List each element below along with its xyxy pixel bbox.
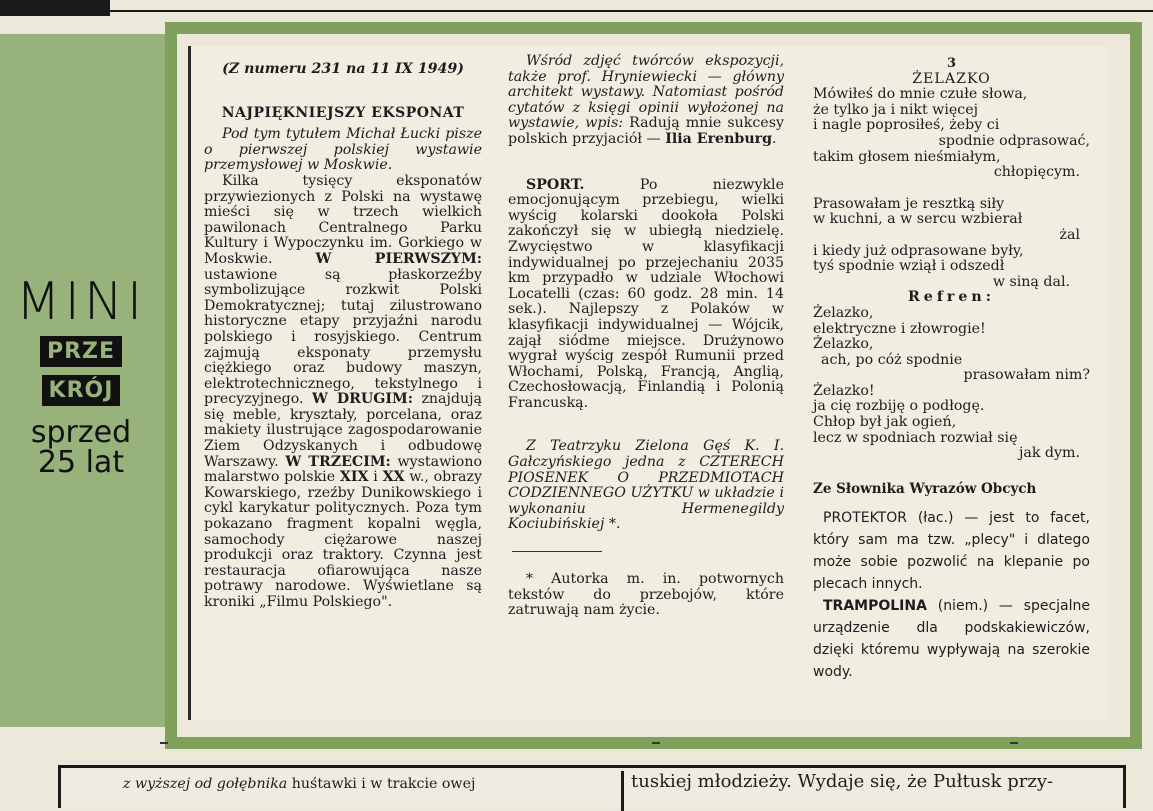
top-rule xyxy=(0,0,1153,16)
protector-entry xyxy=(813,507,1090,595)
century-19: XIX xyxy=(339,469,369,486)
sport-paragraph xyxy=(508,178,784,412)
verse-line: żal xyxy=(1059,226,1080,243)
exhibition-quote xyxy=(508,54,784,148)
footnote: * Autorka m. in. potwornych tekstów do przebojów, które zatruwają nam życie. xyxy=(508,571,784,619)
trim-mark xyxy=(1010,742,1018,744)
trim-mark xyxy=(160,742,168,744)
verse-line: tyś spodnie wziął i odszedł xyxy=(813,258,1005,275)
quote-end: . xyxy=(772,130,777,147)
verse-line: spodnie odprasować, xyxy=(938,132,1090,149)
trampoline-definition: (niem.) — specjalne urządzenie dla podskakiewiczów, dzięki któremu wypływają na szerokie wody. xyxy=(813,598,1090,681)
column-logo xyxy=(0,272,162,478)
verse-line: i kiedy już odprasowane były, xyxy=(813,242,1024,259)
trampoline-word: TRAMPOLINA xyxy=(823,598,927,615)
verse-line: Prasowałam je resztką siły xyxy=(813,195,1005,212)
song-title: ŻELAZKO xyxy=(912,70,991,87)
dictionary-heading: Ze Słownika Wyrazów Obcych xyxy=(813,480,1037,497)
refrain-line: ach, po cóż spodnie xyxy=(821,351,963,368)
refrain-line: lecz w spodniach rozwiał się xyxy=(813,429,1018,446)
column-2 xyxy=(508,54,784,619)
pavilion-1-label: W PIERWSZYM: xyxy=(315,250,483,267)
mini-title: MINI xyxy=(15,272,147,332)
protector-word: PROTEKTOR xyxy=(823,510,907,527)
verse-line: że tylko ja i nikt więcej xyxy=(813,101,978,118)
song-number: 3 xyxy=(946,56,957,71)
body-text-3: znajdują się meble, kryształy, porcelana, oraz makiety ilustrujące zagospodarowanie Ziem Odzyskanych i odbudowę Warszawy. xyxy=(204,391,482,470)
next-article-right: tuskiej młodzieży. Wydaje się, że Pułtusk przy- xyxy=(631,771,1054,792)
century-20: XX xyxy=(382,469,405,486)
body-paragraph xyxy=(204,174,482,611)
verse-line: w siną dal. xyxy=(992,273,1070,290)
trim-mark xyxy=(652,742,660,744)
quote-plain: Radują mnie sukcesy polskich przyjaciół — xyxy=(508,115,784,147)
verse-line: takim głosem nieśmiałym, xyxy=(813,148,1001,165)
and-text: i xyxy=(368,469,383,486)
verse-line: w kuchni, a w sercu wzbierał xyxy=(813,211,1023,228)
top-black-block xyxy=(0,0,110,16)
refrain-line: ja cię rozbiję o podłogę. xyxy=(813,398,985,415)
footnote-rule xyxy=(512,551,602,552)
next-article-left xyxy=(123,776,663,792)
verse-line: i nagle poprosiłeś, żeby ci xyxy=(813,117,1000,134)
verse-line: chłopięcym. xyxy=(993,164,1080,181)
next-left-plain: huśtawki i w trakcie owej xyxy=(287,776,476,792)
dateline: (Z numeru 231 na 11 IX 1949) xyxy=(222,61,464,77)
lead-paragraph: Pod tym tytułem Michał Łucki pisze o pierwszej polskiej wystawie przemysłowej w Moskwie. xyxy=(204,126,482,174)
quote-italic: Wśród zdjęć twórców ekspozycji, także prof. Hryniewiecki — główny architekt wystawy. Natomiast pośród cytatów z księgi opinii wyłożonej na wystawie, wpis: xyxy=(508,53,784,132)
przekroj-logo-line1: PRZE xyxy=(40,336,122,367)
refrain-line: jak dym. xyxy=(1018,445,1080,462)
sport-body: Po niezwykle emocjonującym przebiegu, wielki wyścig kolarski dookoła Polski zakończył się w ubiegłą niedzielę. Zwycięstwo w klasyfikacji indywidualnej po przejechaniu 2035 km przypadło w udziale Włochowi Locatelli (czas: 60 godz. 28 min. 14 sek.). Najlepszy z Polaków w klasyfikacji indywidualnej — Wójcik, zajął siódme miejsce. Drużynowo wygrał wyścig zespół Rumunii przed Włochami, Polską, Francją, Anglią, Czechosłowacją, Finlandią i Polonią Francuską. xyxy=(508,176,784,411)
years-label: 25 lat xyxy=(37,445,125,480)
body-text-1: Kilka tysięcy eksponatów przywiezionych z Polski na wystawę mieści się w trzech wielkich pawilonach Centralnego Parku Kultury i Wypoczynku im. Gorkiego w Moskwie. xyxy=(204,172,482,267)
column-divider xyxy=(621,771,624,811)
next-left-italic: z wyższej od gołębnika xyxy=(123,776,288,792)
refrain-line: prasowałam nim? xyxy=(963,367,1090,384)
body-text-4: wystawiono malarstwo polskie xyxy=(204,453,482,486)
refrain-line: Żelazko! xyxy=(813,382,875,399)
refrain-line: elektryczne i złowrogie! xyxy=(813,320,986,337)
pavilion-2-label: W DRUGIM: xyxy=(312,391,413,408)
refrain-line: Żelazko, xyxy=(813,304,874,321)
theatre-note: Z Teatrzyku Zielona Gęś K. I. Gałczyńskiego jedna z CZTERECH PIOSENEK O PRZEDMIOTACH CODZIENNEGO UŻYTKU w układzie i wykonaniu Hermenegildy Kociubińskiej *. xyxy=(508,438,784,533)
top-line xyxy=(110,0,1153,12)
body-text-5: w., obrazy Kowarskiego, rzeźby Dunikowskiego i cykl karykatur politycznych. Poza tym pokazano fragment kopalni węgla, samochody ciężarowe naszej produkcji oraz traktory. Czynna jest restauracja ofiarowująca nasze potrawy narodowe. Wyświetlane są kroniki „Filmu Polskiego". xyxy=(204,469,482,610)
heading-exhibit: NAJPIĘKNIEJSZY EKSPONAT xyxy=(221,104,465,121)
refrain-line: Chłop był jak ogień, xyxy=(813,414,957,431)
refrain-label: Refren: xyxy=(908,289,995,306)
trampoline-entry xyxy=(813,595,1090,683)
refrain-line: Żelazko, xyxy=(813,336,874,353)
sport-label: SPORT. xyxy=(526,176,585,193)
sprzed-label: sprzed xyxy=(30,415,132,450)
przekroj-logo-line2: KRÓJ xyxy=(42,375,121,406)
next-article-strip xyxy=(58,765,1126,808)
protector-definition: (łac.) — jest to facet, który sam ma tzw. „plecy" i dlatego może sobie pozwolić na klepanie po plecach innych. xyxy=(813,510,1090,593)
body-text-2: ustawione są płaskorzeźby symbolizujące rozkwit Polski Demokratycznej; tutaj zilustrowano historyczne etapy przyjaźni narodu polskiego i rosyjskiego. Centrum zajmują eksponaty przemysłu ciężkiego oraz budowy maszyn, elektrotechnicznego, tekstylnego i precyzyjnego. xyxy=(204,266,482,408)
column-1 xyxy=(204,62,482,611)
verse-line: Mówiłeś do mnie czułe słowa, xyxy=(813,86,1028,103)
pavilion-3-label: W TRZECIM: xyxy=(285,453,391,470)
column-3 xyxy=(813,56,1090,683)
quote-author: Ilia Erenburg xyxy=(665,130,773,147)
